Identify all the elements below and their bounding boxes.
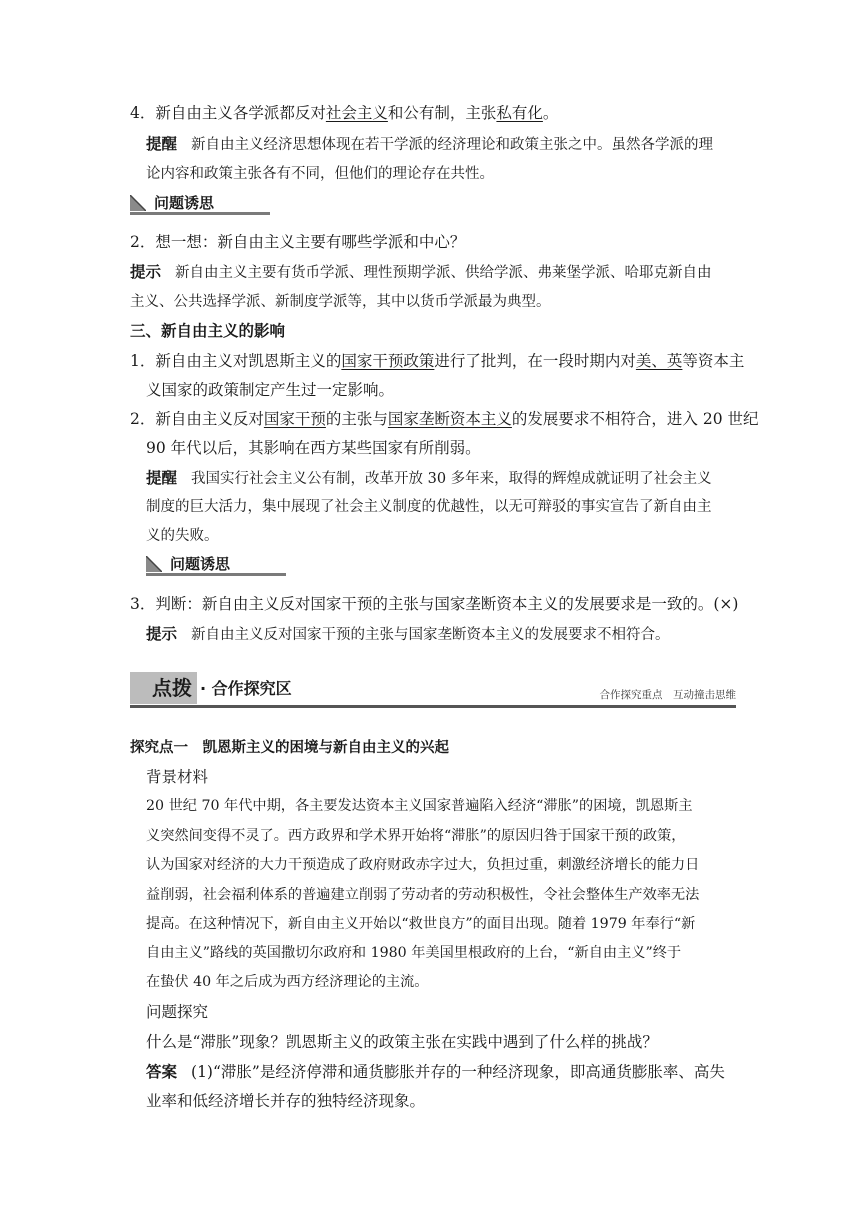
explore-heading: 探究点一 凯恩斯主义的困境与新自由主义的兴起 (130, 740, 449, 756)
question-explore-label: 问题探究 (146, 1003, 209, 1021)
background-line: 自由主义”路线的英国撒切尔政府和 1980 年美国里根政府的上台，“新自由主义”终于 (146, 945, 682, 961)
reminder-2: 提醒 我国实行社会主义公有制，改革开放 30 多年来，取得的辉煌成就证明了社会主义 (146, 469, 712, 487)
item-4: 4．新自由主义各学派都反对社会主义和公有制，主张私有化。 (130, 104, 559, 122)
background-line: 益削弱，社会福利体系的普遍建立削弱了劳动者的劳动积极性，令社会整体生产效率无法 (146, 887, 700, 903)
question-3: 3．判断：新自由主义反对国家干预的主张与国家垄断资本主义的发展要求是一致的。(×) (130, 595, 739, 613)
underlined-term: 国家垄断资本主义 (387, 410, 512, 428)
background-line: 在蛰伏 40 年之后成为西方经济理论的主流。 (146, 974, 429, 990)
background-line: 提高。在这种情况下，新自由主义开始以“救世良方”的面目出现。随着 1979 年奉行“新 (146, 916, 696, 932)
question-explore: 什么是“滞胀”现象？凯恩斯主义的政策主张在实践中遇到了什么样的挑战？ (146, 1033, 658, 1051)
section-heading-3: 三、新自由主义的影响 (130, 322, 286, 340)
hint-2-cont: 主义、公共选择学派、新制度学派等，其中以货币学派最为典型。 (130, 294, 551, 310)
underlined-term: 社会主义 (325, 104, 388, 122)
question-2: 2．想一想：新自由主义主要有哪些学派和中心？ (130, 233, 466, 251)
badge-underline (146, 573, 286, 576)
section-header-bar (130, 668, 736, 712)
reminder-2-cont2: 义的失败。 (146, 528, 219, 544)
badge-underline (130, 212, 270, 215)
answer-cont: 业率和低经济增长并存的独特经济现象。 (146, 1092, 426, 1110)
underlined-term: 国家干预政策 (341, 352, 435, 370)
underlined-term: 美、英 (635, 352, 683, 370)
item-3-2: 2．新自由主义反对国家干预的主张与国家垄断资本主义的发展要求不相符合，进入 20 世纪 (130, 410, 759, 428)
background-line: 20 世纪 70 年代中期，各主要发达资本主义国家普遍陷入经济“滞胀”的困境，凯恩斯主 (146, 798, 693, 814)
question-badge: 问题诱思 (130, 193, 270, 213)
hint-2: 提示 新自由主义主要有货币学派、理性预期学派、供给学派、弗莱堡学派、哈耶克新自由 (130, 263, 712, 281)
reminder-label: 提醒 (146, 469, 178, 487)
hint-label: 提示 (130, 263, 162, 281)
hint-3: 提示 新自由主义反对国家干预的主张与国家垄断资本主义的发展要求不相符合。 (146, 625, 670, 643)
section-title: 点拨 (152, 676, 192, 700)
item-3-1-cont: 义国家的政策制定产生过一定影响。 (146, 381, 395, 399)
answer: 答案 (1)“滞胀”是经济停滞和通货膨胀并存的一种经济现象，即高通货膨胀率、高失 (146, 1063, 725, 1081)
reminder-1: 提醒 新自由主义经济思想体现在若干学派的经济理论和政策主张之中。虽然各学派的理 (146, 135, 714, 153)
underlined-term: 国家干预 (263, 410, 326, 428)
background-line: 认为国家对经济的大力干预造成了政府财政赤字过大，负担过重，刺激经济增长的能力日 (146, 857, 700, 873)
corner-triangle-icon (130, 195, 146, 211)
item-3-2-cont: 90 年代以后，其影响在西方某些国家有所削弱。 (146, 439, 481, 457)
background-line: 义突然间变得不灵了。西方政界和学术界开始将“滞胀”的原因归咎于国家干预的政策， (146, 828, 686, 844)
answer-label: 答案 (146, 1063, 178, 1081)
question-badge: 问题诱思 (146, 554, 286, 574)
item-3-1: 1．新自由主义对凯恩斯主义的国家干预政策进行了批判，在一段时期内对美、英等资本主 (130, 352, 745, 370)
reminder-label: 提醒 (146, 135, 178, 153)
reminder-1-cont: 论内容和政策主张各有不同，但他们的理论存在共性。 (146, 166, 494, 182)
section-subtitle: · 合作探究区 (200, 679, 292, 698)
reminder-2-cont: 制度的巨大活力，集中展现了社会主义制度的优越性，以无可辩驳的事实宣告了新自由主 (146, 499, 712, 515)
corner-triangle-icon (146, 556, 162, 572)
underlined-term: 私有化 (496, 104, 543, 122)
hint-label: 提示 (146, 625, 178, 643)
section-tagline: 合作探究重点 互动撞击思维 (599, 689, 736, 701)
background-label: 背景材料 (146, 768, 209, 786)
section-rule (130, 705, 736, 708)
